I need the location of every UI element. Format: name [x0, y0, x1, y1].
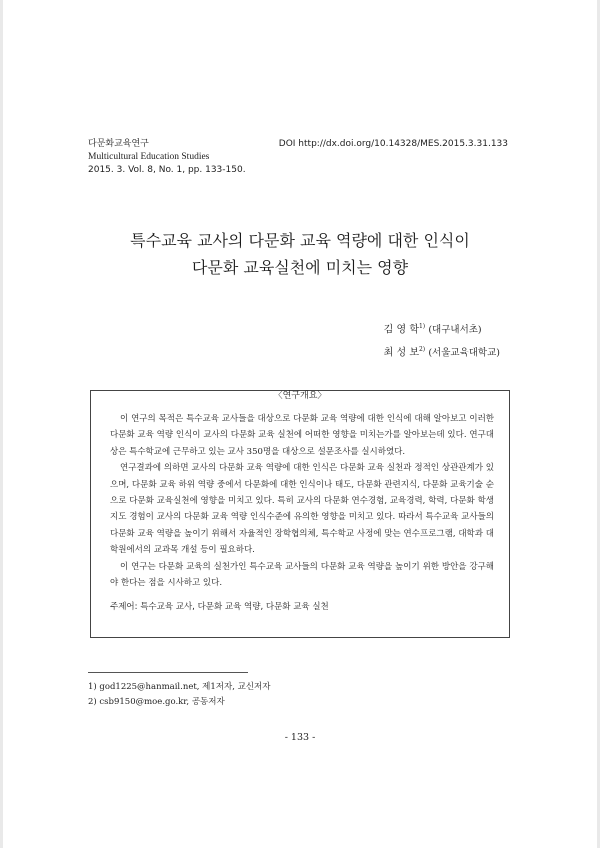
title-line-1: 특수교육 교사의 다문화 교육 역량에 대한 인식이 [130, 231, 470, 250]
journal-title-english: Multicultural Education Studies [88, 152, 210, 162]
footnote-1: 1) god1225@hanmail.net, 제1저자, 교신저자 [88, 682, 271, 692]
abstract-paragraph: 연구결과에 의하면 교사의 다문화 교육 역량에 대한 인식은 다문화 교육 실천과 정적인 상관관계가 있으며, 다문화 교육 하위 역량 중에서 다문화에 대한 인식이나 태도, 다문화 관련지식, 다문화 교육기술 순으로 다문화 교육실천에 영향을 미치고 있다. 특히 교사의 다문화 연수경험, 교육경력, 학력, 다문화 학생 지도 경험이 교사의 다문화 교육 역량 인식수준에 유의한 영향을 미치고 있다. 따라서 특수교육 교사들의 다문화 교육 역량을 높이기 위해서 자율적인 장학협의체, 특수학교 사정에 맞는 연수프로그램, 대학과 대학원에서의 교과목 개설 등이 필요하다. [110, 463, 494, 556]
author-name: 최 성 보 [383, 347, 419, 359]
footnotes [88, 680, 270, 710]
footnote-mark[interactable]: 2) [418, 346, 426, 354]
footnote-mark[interactable]: 1) [418, 323, 426, 330]
header-row [88, 138, 508, 151]
left-page-edge [0, 0, 3, 848]
footnote-2: 2) csb9150@moe.go.kr, 공동저자 [88, 697, 225, 707]
footnote-divider [88, 672, 248, 673]
abstract-label: 〈연구개요〉 [91, 383, 509, 402]
paper-title [60, 227, 540, 281]
abstract-box [90, 390, 510, 638]
author-2 [384, 340, 500, 363]
keywords: 주제어: 특수교육 교사, 다문화 교육 역량, 다문화 교육 실천 [110, 602, 329, 612]
abstract-body [110, 411, 494, 591]
doi-link[interactable]: DOI http://dx.doi.org/10.14328/MES.2015.3.31.133 [278, 139, 508, 149]
author-name: 김 영 학 [383, 324, 419, 336]
issue-info: 2015. 3. Vol. 8, No. 1, pp. 133-150. [88, 165, 246, 175]
author-affiliation: (서울교육대학교) [428, 347, 500, 359]
author-affiliation: (대구내서초) [428, 324, 482, 336]
author-list [384, 317, 500, 364]
journal-header [88, 138, 508, 177]
journal-title-korean: 다문화교육연구 [88, 139, 149, 149]
title-line-2: 다문화 교육실천에 미치는 영향 [191, 258, 409, 277]
page-number: - 133 - [284, 732, 316, 743]
abstract-paragraph: 이 연구는 다문화 교육의 실천가인 특수교육 교사들의 다문화 교육 역량을 높이기 위한 방안을 강구해야 한다는 점을 시사하고 있다. [110, 561, 494, 589]
abstract-paragraph: 이 연구의 목적은 특수교육 교사들을 대상으로 다문화 교육 역량에 대한 인식에 대해 알아보고 이러한 다문화 교육 역량 인식이 교사의 다문화 교육 실천에 어떠한 영향을 미치는가를 알아보는데 있다. 연구대상은 특수학교에 근무하고 있는 교사 350명을 대상으로 설문조사를 실시하였다. [110, 414, 494, 457]
author-1 [384, 317, 500, 340]
